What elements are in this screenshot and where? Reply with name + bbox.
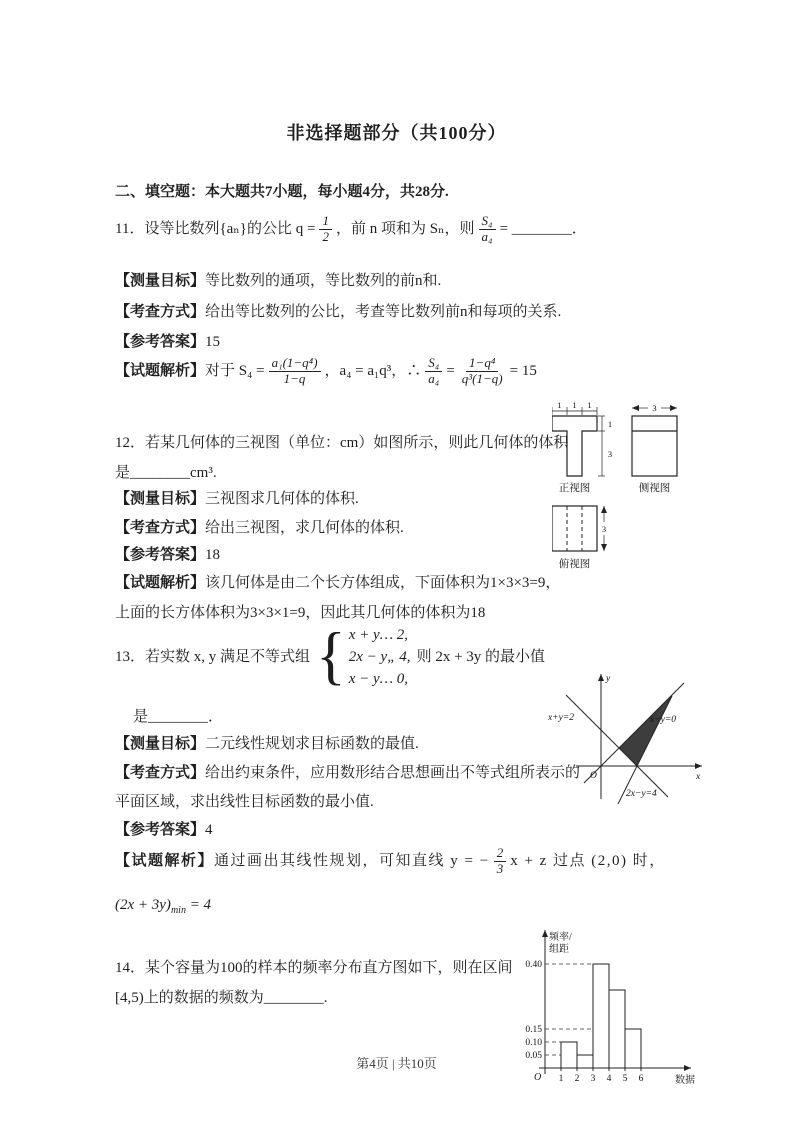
y-axis-label-line1: 频率/ xyxy=(549,932,572,943)
fraction-s4-a4 xyxy=(479,214,496,245)
min-value: = 4 xyxy=(189,897,212,913)
inequality-line-2: 2x − y„ 4, xyxy=(348,648,411,665)
dimension-label: 3 xyxy=(607,449,613,459)
fraction-numerator: S₄ xyxy=(479,214,496,230)
histogram-y-tick-label: 0.05 xyxy=(525,1051,542,1061)
question-14-stem-line2: [4,5)上的数据的频数为________. xyxy=(115,990,328,1006)
meta-label: 【参考答案】 xyxy=(115,334,206,350)
q11-analysis-text-3: = xyxy=(446,363,455,380)
meta-label: 【考查方式】 xyxy=(115,765,206,781)
q12-reference-answer xyxy=(115,546,220,565)
meta-text: 给出三视图，求几何体的体积. xyxy=(205,520,404,536)
histogram-x-tick-label: 6 xyxy=(638,1074,644,1084)
fraction-denominator: 1−q xyxy=(283,370,306,386)
question-12-stem-line2: 是________cm³. xyxy=(115,465,217,481)
question-14-stem-line1: 14．某个容量为100的样本的频率分布直方图如下，则在区间 xyxy=(115,960,513,976)
q11-stem-text-2: ，前 n 项和为 Sₙ，则 xyxy=(335,221,475,238)
fraction-numerator: 1 xyxy=(319,214,332,230)
q13-reference-answer xyxy=(115,821,213,840)
origin-label: O xyxy=(590,771,597,781)
system-lines xyxy=(349,626,411,688)
fraction-denominator: a₄ xyxy=(428,370,440,386)
fraction-denominator: q³(1−q) xyxy=(461,370,503,386)
dimension-label: 1 xyxy=(557,400,562,410)
question-13-stem-line2: 是________． xyxy=(133,709,224,725)
histogram-x-tick-label: 4 xyxy=(606,1074,612,1084)
fraction-two-thirds xyxy=(494,846,507,877)
front-view xyxy=(552,400,612,494)
section-header: 二、填空题：本大题共7小题，每小题4分，共28分. xyxy=(115,184,449,200)
histogram-y-tick-label: 0.15 xyxy=(525,1025,542,1035)
analysis-text: 该几何体是由二个长方体组成，下面体积为1×3×3=9， xyxy=(205,575,561,591)
line-label-x-plus-y: x+y=2 xyxy=(548,713,575,723)
dimension-label: 1 xyxy=(587,400,592,410)
meta-label: 【考查方式】 xyxy=(115,304,206,320)
fraction-q-ratio xyxy=(319,214,332,245)
meta-label: 【试题解析】 xyxy=(115,363,206,380)
y-axis-label: y xyxy=(606,674,611,684)
meta-label: 【测量目标】 xyxy=(115,736,206,752)
fraction-denominator: a₄ xyxy=(481,228,493,244)
fraction-denominator: 3 xyxy=(496,860,504,876)
histogram-bar xyxy=(593,964,609,1068)
q11-stem-blank: = ________． xyxy=(499,221,587,238)
side-view-outline xyxy=(632,416,677,476)
top-view xyxy=(552,506,606,570)
histogram-x-tick-label: 5 xyxy=(622,1074,628,1084)
meta-text: 三视图求几何体的体积. xyxy=(205,491,359,507)
front-view-outline xyxy=(552,416,597,476)
q11-reference-answer xyxy=(115,333,220,352)
q11-analysis-text-1: 对于 S₄ = xyxy=(205,363,265,380)
top-view-outline xyxy=(552,506,597,551)
answer-value: 18 xyxy=(205,547,221,563)
inequality-system xyxy=(316,620,411,692)
q13-exam-method-line2: 平面区域，求出线性目标函数的最小值. xyxy=(115,794,374,810)
meta-text: 二元线性规划求目标函数的最值. xyxy=(205,736,419,752)
dimension-label: 1 xyxy=(607,419,613,429)
fraction-result xyxy=(459,356,506,387)
q12-analysis-line1 xyxy=(115,574,560,593)
fraction-numerator: 1−q⁴ xyxy=(466,356,498,372)
three-view-figure xyxy=(552,400,692,582)
q11-analysis-text-2: ，a₄ = a₁q³，∴ xyxy=(324,363,422,380)
q11-stem-text-1: 11．设等比数列{aₙ}的公比 q = xyxy=(115,221,316,238)
page-title: 非选择题部分（共100分） xyxy=(286,123,507,143)
top-view-label: 俯视图 xyxy=(558,559,591,570)
feasible-region-shade xyxy=(619,694,673,766)
fraction-denominator: 2 xyxy=(322,228,329,244)
meta-label: 【试题解析】 xyxy=(115,575,206,591)
answer-value: 15 xyxy=(205,334,221,350)
meta-text: 给出约束条件，应用数形结合思想画出不等式组所表示的 xyxy=(205,765,581,781)
meta-label: 【测量目标】 xyxy=(115,491,206,507)
q13-analysis-text-1: 通过画出其线性规划，可知直线 y = − xyxy=(214,853,490,870)
q13-stem-text-1: 13．若实数 x, y 满足不等式组 xyxy=(115,648,311,665)
q12-measurement-target xyxy=(115,490,359,509)
q12-exam-method xyxy=(115,519,404,538)
histogram-x-tick-label: 1 xyxy=(558,1074,564,1084)
histogram-x-tick-label: 3 xyxy=(590,1074,596,1084)
line-x-plus-y-2 xyxy=(566,695,668,797)
question-12-stem-line1: 12．若某几何体的三视图（单位：cm）如图所示，则此几何体的体积 xyxy=(115,435,569,451)
line-label-2x-minus-y: 2x−y=4 xyxy=(626,789,657,799)
dimension-label: 3 xyxy=(652,403,657,413)
fraction-sum-formula xyxy=(269,356,321,387)
meta-label: 【参考答案】 xyxy=(115,547,206,563)
meta-label: 【试题解析】 xyxy=(115,853,215,870)
line-label-x-minus-y: x−y=0 xyxy=(650,715,677,725)
meta-label: 【测量目标】 xyxy=(115,273,206,289)
inequality-line-3: x − y… 0, xyxy=(348,670,409,687)
q11-measurement-target xyxy=(115,272,441,291)
fraction-s4-a4 xyxy=(425,356,442,387)
q13-stem-text-2: 则 2x + 3y 的最小值 xyxy=(416,648,546,665)
x-axis-label: 数据 xyxy=(675,1075,695,1086)
q12-analysis-line2: 上面的长方体体积为3×3×1=9，因此其几何体的体积为18 xyxy=(115,605,486,621)
x-axis-label: x xyxy=(696,772,701,782)
side-view xyxy=(632,403,677,494)
page-footer: 第4页 | 共10页 xyxy=(356,1056,437,1071)
fraction-numerator: 2 xyxy=(494,846,507,862)
meta-label: 【参考答案】 xyxy=(115,822,206,838)
fraction-numerator: S₄ xyxy=(425,356,442,372)
right-dimension-marks xyxy=(598,416,612,476)
min-expression: (2x + 3y) xyxy=(115,897,171,913)
q13-exam-method-line1 xyxy=(115,764,580,783)
front-view-label: 正视图 xyxy=(558,483,591,494)
histogram-y-tick-label: 0.40 xyxy=(525,960,542,970)
answer-value: 4 xyxy=(205,822,213,838)
system-brace: { xyxy=(316,620,346,692)
dimension-label: 3 xyxy=(601,524,607,534)
inequality-line-1: x + y… 2, xyxy=(348,627,409,643)
question-11-stem xyxy=(115,214,587,245)
origin-label: O xyxy=(534,1072,542,1083)
meta-text: 给出等比数列的公比，考查等比数列前n和每项的关系. xyxy=(205,304,562,320)
histogram-x-tick-label: 2 xyxy=(574,1074,580,1084)
top-dimension-marks xyxy=(552,400,597,415)
y-axis-label-line2: 组距 xyxy=(549,944,569,955)
q13-measurement-target xyxy=(115,735,419,754)
line-x-minus-y-0 xyxy=(584,683,684,783)
dimension-label: 1 xyxy=(572,400,577,410)
q11-analysis-text-4: = 15 xyxy=(509,363,537,380)
meta-text: 等比数列的通项，等比数列的前n和. xyxy=(205,273,442,289)
question-13-stem xyxy=(115,620,546,692)
meta-label: 【考查方式】 xyxy=(115,520,206,536)
q11-exam-method xyxy=(115,303,561,322)
q11-analysis xyxy=(115,356,537,387)
q13-analysis-text-2: x + z 过点 (2,0) 时， xyxy=(510,853,666,870)
min-subscript: min xyxy=(170,905,186,916)
linear-programming-graph xyxy=(546,666,710,816)
q13-analysis-line1 xyxy=(115,846,666,877)
histogram-y-tick-label: 0.10 xyxy=(525,1038,542,1048)
side-view-label: 侧视图 xyxy=(638,483,671,494)
q13-analysis-line2 xyxy=(115,896,211,918)
fraction-numerator: a₁(1−q⁴) xyxy=(269,356,321,372)
